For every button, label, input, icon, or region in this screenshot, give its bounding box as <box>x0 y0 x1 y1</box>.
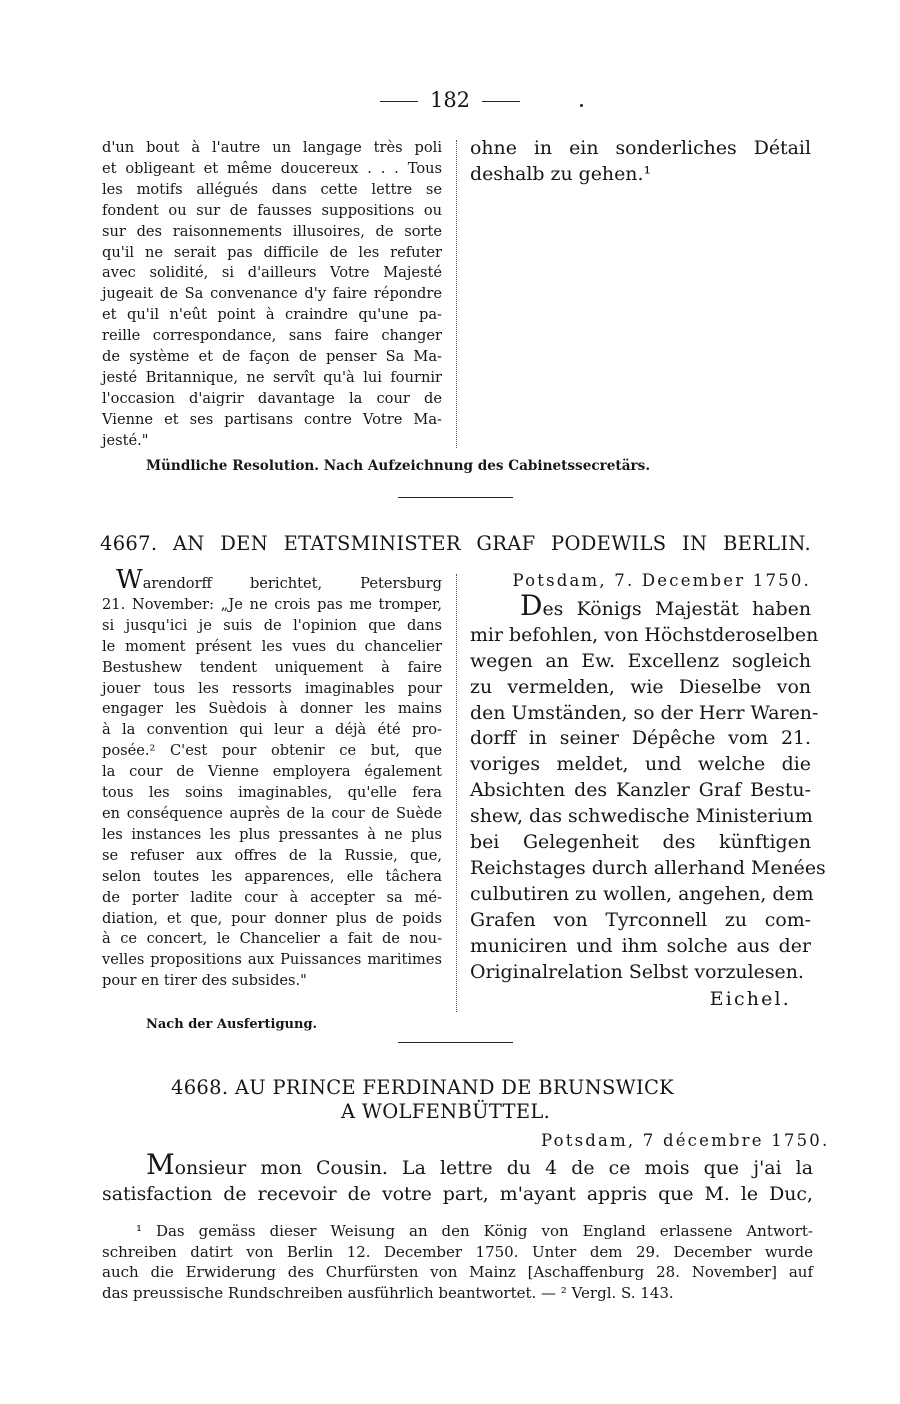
text-line: avec solidité, si d'ailleurs Votre Majesté <box>102 264 442 282</box>
text-line: wegen an Ew. Excellenz sogleich <box>470 649 811 672</box>
text-line: Absichten des Kanzler Graf Bestu- <box>470 779 811 802</box>
text-line <box>102 1148 813 1182</box>
letter-4668-body <box>102 1148 813 1208</box>
text-line: posée.² C'est pour obtenir ce but, que <box>102 742 442 760</box>
initial-letter: D <box>520 588 543 622</box>
text-line-rest: onsieur mon Cousin. La lettre du 4 de ce mois que j'ai la <box>174 1157 813 1179</box>
text-line: pour en tirer des subsides." <box>102 972 307 990</box>
text-line: Reichstages durch allerhand Menées <box>470 856 826 879</box>
text-line: la cour de Vienne employera également <box>102 763 442 781</box>
footnote-line: schreiben datirt von Berlin 12. December 1750. Unter dem 29. December wurde <box>102 1242 813 1261</box>
page-number <box>0 88 900 112</box>
text-line: les instances les plus pressantes à ne plus <box>102 825 442 843</box>
text-line: satisfaction de recevoir de votre part, m'ayant appris que M. le Duc, <box>102 1182 813 1205</box>
text-line <box>470 588 811 623</box>
text-line: mir befohlen, von Höchstderoselben <box>470 623 819 646</box>
section-rule <box>398 1042 513 1043</box>
text-line: tous les soins imaginables, qu'elle fera <box>102 784 442 802</box>
footnotes <box>102 1221 813 1303</box>
text-line: Grafen von Tyrconnell zu com- <box>470 908 811 931</box>
text-line: deshalb zu gehen.¹ <box>470 162 652 185</box>
column-divider <box>456 140 457 448</box>
text-line: diation, et que, pour donner plus de poids <box>102 909 442 927</box>
letter-4668-heading-line1: 4668. AU PRINCE FERDINAND DE BRUNSWICK <box>171 1076 675 1099</box>
text-line: voriges meldet, und welche die <box>470 753 811 776</box>
stray-dot <box>580 104 583 107</box>
text-line: culbutiren zu wollen, angehen, dem <box>470 882 814 905</box>
top-left-column <box>102 138 442 452</box>
text-line: dorff in seiner Dépêche vom 21. <box>470 727 811 750</box>
text-line: en conséquence auprès de la cour de Suède <box>102 804 442 822</box>
signature: Eichel. <box>709 987 791 1010</box>
text-line: et qu'il n'eût point à craindre qu'une pa- <box>102 306 442 324</box>
text-line: reille correspondance, sans faire changer <box>102 327 442 345</box>
text-line: qu'il ne serait pas difficile de les refuter <box>102 243 442 261</box>
letter-4667-body <box>470 568 826 1012</box>
text-line: le moment présent les vues du chancelier <box>102 637 442 655</box>
footnote-line: ¹ Das gemäss dieser Weisung an den König von England erlassene Antwort- <box>136 1222 813 1240</box>
section-rule <box>398 497 513 498</box>
text-line: den Umständen, so der Herr Waren- <box>470 701 819 724</box>
column-divider <box>456 574 457 1012</box>
initial-letter: M <box>146 1148 175 1181</box>
letter-4667-heading <box>100 532 811 555</box>
text-line: jugeait de Sa convenance d'y faire répondre <box>102 285 442 303</box>
text-line: velles propositions aux Puissances maritimes <box>102 951 442 969</box>
text-line: sur des raisonnements illusoires, de sorte <box>102 222 442 240</box>
text-line: jesté." <box>102 431 149 449</box>
dateline: Potsdam, 7. December 1750. <box>512 571 811 590</box>
footnote-line: das preussische Rundschreiben ausführlich beantwortet. — ² Vergl. S. 143. <box>102 1283 674 1302</box>
page-number-dash-right <box>482 101 520 102</box>
text-line: jesté Britannique, ne servît qu'à lui fournir <box>102 368 442 386</box>
text-line-rest: arendorff berichtet, Petersburg <box>142 575 442 592</box>
text-line: l'occasion d'aigrir davantage la cour de <box>102 389 442 407</box>
text-line: à ce concert, le Chancelier a fait de nou- <box>102 930 442 948</box>
source-note: Mündliche Resolution. Nach Aufzeichnung des Cabinetssecretärs. <box>146 458 651 474</box>
text-line: Vienne et ses partisans contre Votre Ma- <box>102 410 442 428</box>
text-line: jouer tous les ressorts imaginables pour <box>102 679 442 697</box>
text-line: zu vermelden, wie Dieselbe von <box>470 675 811 698</box>
letter-4667-summary <box>102 565 442 992</box>
text-line-rest: es Königs Majestät haben <box>542 597 811 620</box>
dateline: Potsdam, 7 décembre 1750. <box>541 1131 830 1150</box>
text-line: ohne in ein sonderliches Détail <box>470 137 811 159</box>
text-line: se refuser aux offres de la Russie, que, <box>102 846 442 864</box>
text-line: de système et de façon de penser Sa Ma- <box>102 348 442 366</box>
text-line: de porter ladite cour à accepter sa mé- <box>102 888 442 906</box>
letter-4668-heading-line2: A WOLFENBÜTTEL. <box>341 1100 551 1123</box>
text-line: Originalrelation Selbst vorzulesen. <box>470 960 804 983</box>
text-line: si jusqu'ici je suis de l'opinion que dans <box>102 616 442 634</box>
top-right-column <box>470 136 811 188</box>
source-note: Nach der Ausfertigung. <box>146 1017 318 1032</box>
letter-4667-heading-text: 4667. AN DEN ETATSMINISTER GRAF PODEWILS IN BERLIN. <box>100 532 811 555</box>
text-line: engager les Suèdois à donner les mains <box>102 700 442 718</box>
text-line: à la convention qui leur a déjà été pro- <box>102 721 442 739</box>
text-line: Bestushew tendent uniquement à faire <box>102 658 442 676</box>
text-line: d'un bout à l'autre un langage très poli <box>102 139 442 156</box>
text-line: bei Gelegenheit des künftigen <box>470 831 811 854</box>
text-line: et obligeant et même doucereux . . . Tous <box>102 159 442 177</box>
page-number-text: 182 <box>429 88 471 112</box>
text-line: les motifs allégués dans cette lettre se <box>102 180 442 198</box>
initial-letter: W <box>116 565 143 595</box>
text-line: selon toutes les apparences, elle tâchera <box>102 867 442 885</box>
footnote-line: auch die Erwiderung des Churfürsten von Mainz [Aschaffenburg 28. November] auf <box>102 1263 813 1282</box>
text-line: shew, das schwedische Ministerium <box>470 805 813 828</box>
text-line: 21. November: „Je ne crois pas me tromper, <box>102 595 442 613</box>
text-line <box>102 565 442 595</box>
text-line: fondent ou sur de fausses suppositions ou <box>102 201 442 219</box>
text-line: municiren und ihm solche aus der <box>470 934 811 957</box>
page-number-dash-left <box>380 101 418 102</box>
